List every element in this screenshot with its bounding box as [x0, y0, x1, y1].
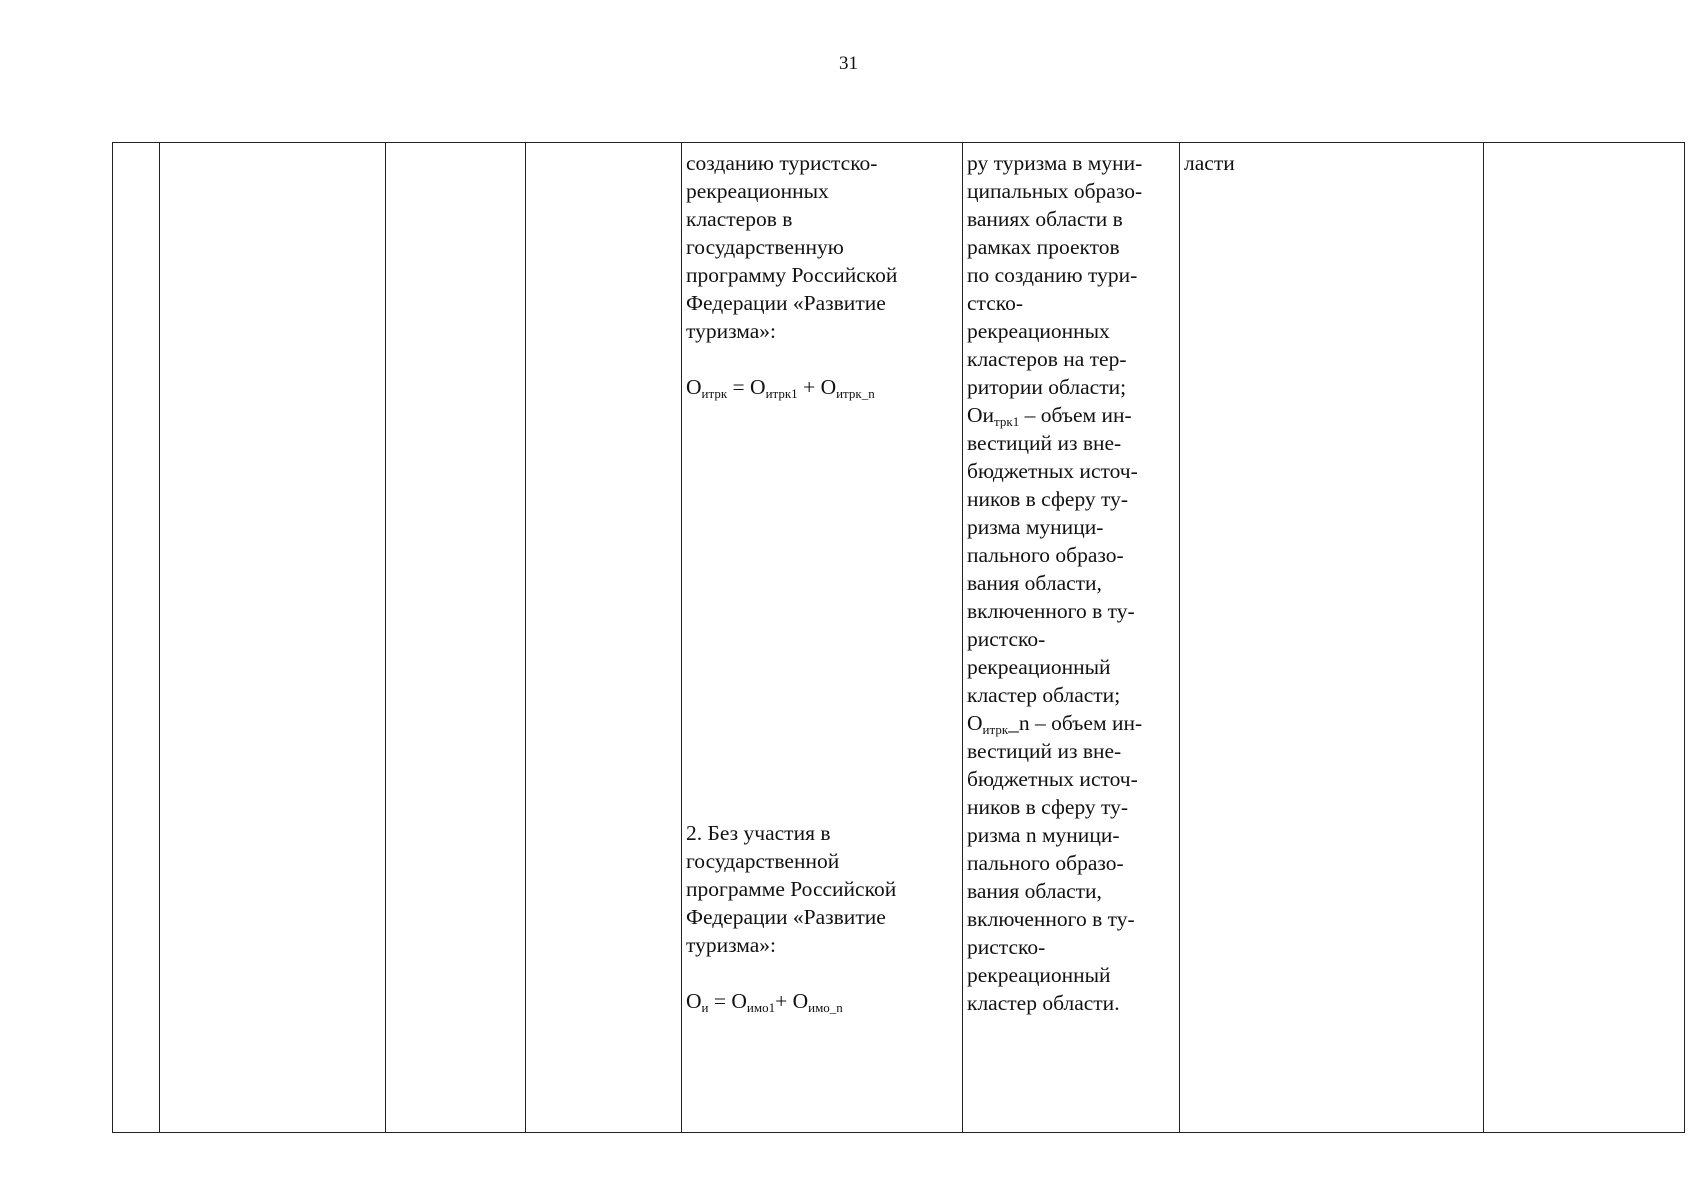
definition-line: ристско-: [967, 627, 1046, 651]
definition-line: ризма муници-: [967, 515, 1104, 539]
method-text-bottom: 2. Без участия в государственной программе Российской Федерации «Развитие туризма»:: [686, 821, 897, 957]
definition-line: ников в сферу ту-: [967, 795, 1129, 819]
definition-line: пального образо-: [967, 851, 1124, 875]
definition-line: включенного в ту-: [967, 907, 1135, 931]
page-number: 31: [839, 53, 858, 74]
definition-line: ников в сферу ту-: [967, 487, 1129, 511]
definition-line: вания области,: [967, 879, 1102, 903]
data-source-text: ласти: [1184, 151, 1235, 175]
cell-number: [113, 143, 160, 1133]
definition-line: рекреационный: [967, 963, 1111, 987]
definition-line: ризма n муници-: [967, 823, 1120, 847]
cell-empty: [526, 143, 682, 1133]
method-text-top: созданию туристско- рекреационных кластеров в государственную программу Российской Федерации «Развитие туризма»:: [686, 151, 898, 343]
cell-variable-definitions: [963, 143, 1180, 1133]
definition-line: кластер области;: [967, 683, 1121, 707]
cell-responsible: [1484, 143, 1685, 1133]
definition-line: стско-: [967, 291, 1024, 315]
document-table: [112, 142, 1685, 1133]
definition-line: вания области,: [967, 571, 1102, 595]
definition-line: рекреационный: [967, 655, 1111, 679]
definition-line: вестиций из вне-: [967, 739, 1122, 763]
definition-line: бюджетных источ-: [967, 459, 1138, 483]
table-row: [113, 143, 1685, 1133]
definition-line: ритории области;: [967, 375, 1127, 399]
definition-line: по созданию тури-: [967, 263, 1138, 287]
definition-line: ципальных образо-: [967, 179, 1143, 203]
definition-line: ристско-: [967, 935, 1046, 959]
cell-indicator-name: [160, 143, 386, 1133]
cell-calculation-method: [682, 143, 963, 1133]
definition-line: вестиций из вне-: [967, 431, 1122, 455]
definition-var-itrk-n: $О_{итрк}\_n$ – объем ин-: [967, 711, 1143, 737]
cell-data-source: [1180, 143, 1484, 1133]
definition-line: рекреационных: [967, 319, 1110, 343]
definition-line: пального образо-: [967, 543, 1124, 567]
definition-line: ваниях области в: [967, 207, 1123, 231]
definition-line: кластер области.: [967, 991, 1120, 1015]
definition-line: бюджетных источ-: [967, 767, 1138, 791]
formula-itrk: $О_{итрк} = О_{итрк1} + О_{итрк\_n}$: [686, 375, 875, 401]
definition-var-itrk1: $Ои_{трк1}$ – объем ин-: [967, 403, 1132, 429]
cell-unit: [386, 143, 526, 1133]
definition-line: кластеров на тер-: [967, 347, 1127, 371]
definition-line: рамках проектов: [967, 235, 1120, 259]
definition-line: ру туризма в муни-: [967, 151, 1143, 175]
formula-i: $О_и = О_{имо1}+ О_{имо\_n}$: [686, 989, 843, 1015]
definition-line: включенного в ту-: [967, 599, 1135, 623]
